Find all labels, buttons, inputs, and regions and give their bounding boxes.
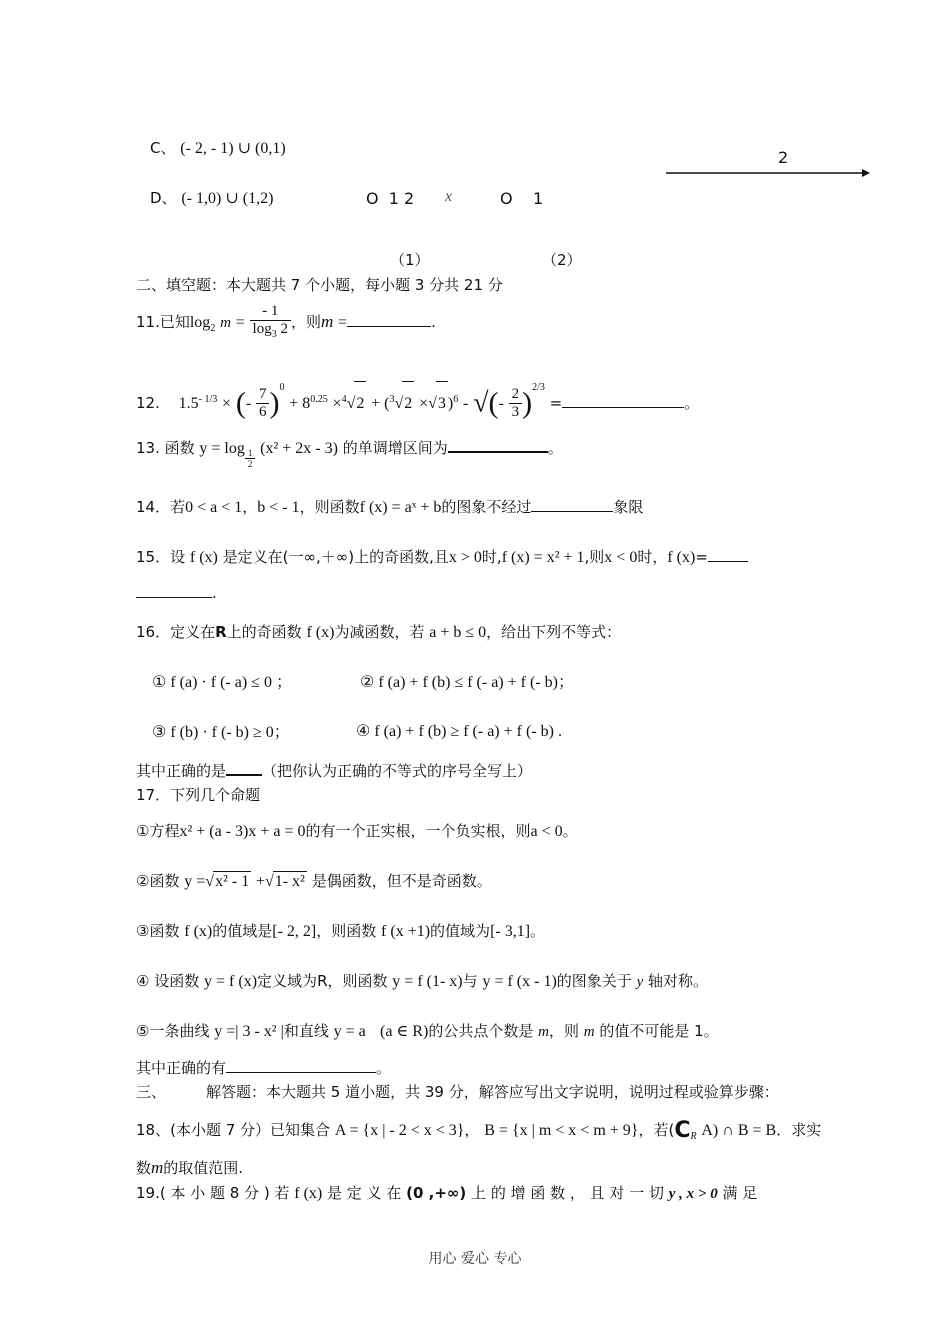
q15-text-4: 时，	[637, 548, 668, 566]
option-c	[150, 138, 286, 159]
q14-end: 象限	[613, 498, 644, 516]
q16-inequality-3	[152, 722, 290, 743]
q14-prefix: 14．若	[136, 498, 186, 516]
q17-p3-b: 的值域是	[212, 922, 273, 940]
q12-plus-8: + 8	[289, 395, 311, 412]
q16-answer-blank[interactable]	[226, 760, 262, 776]
q12-exp-025: 0.25	[310, 394, 328, 405]
q16-i2-expr: ② f (a) + f (b) ≤ f (- a) + f (- b)	[360, 674, 558, 691]
q18-complement-symbol: C	[674, 1118, 691, 1143]
q17-answer-blank[interactable]	[226, 1058, 376, 1073]
q17-p2-root-2: 1- x²	[274, 873, 305, 890]
q18-line2-b: 的取值范围.	[163, 1159, 244, 1177]
q15-continuation	[136, 583, 217, 603]
q17-p1-c: a < 0	[530, 823, 563, 840]
q17-p1-b: 的有一个正实根，一个负实根，则	[305, 822, 531, 840]
q14-cond-2: b < - 1	[257, 499, 300, 516]
q18-set-A: A = {x | - 2 < x < 3}	[334, 1122, 465, 1139]
q13-log-base-frac	[245, 448, 256, 469]
q17-p4-a: 设函数	[154, 972, 200, 990]
q12-prefix: 12.	[136, 394, 160, 412]
q12-frac2-num: 2	[509, 386, 523, 404]
q17-p5-cond: (a ∈ R)	[380, 1023, 429, 1040]
q17-p2-plus: +	[255, 873, 265, 890]
figure-1-caption: （1）	[390, 251, 430, 269]
question-19	[136, 1183, 757, 1204]
q17-p4-f2: y = f (1- x)	[392, 973, 463, 990]
q19-text-2: 上 的 增 函 数 ， 且 对 一 切	[471, 1184, 664, 1202]
q15-prefix: 15．设	[136, 548, 186, 566]
section-3-num: 三、	[136, 1083, 167, 1101]
q15-text-3: ,则	[584, 548, 605, 566]
q17-p1-num: ①	[136, 822, 150, 840]
q17-p3-f2: f (x +1)	[381, 923, 431, 940]
page-footer: 用心 爱心 专心	[428, 1251, 522, 1267]
q17-p4-f: y = f (x)	[204, 973, 258, 990]
q16-text-1: 上的奇函数	[226, 623, 302, 641]
q17-p4-num: ④	[136, 972, 150, 990]
q13-answer-blank[interactable]	[448, 437, 548, 453]
q19-text-3: 满 足	[722, 1184, 758, 1202]
q16-answer-prefix: 其中正确的是	[136, 762, 227, 780]
q13-expr: y = log	[199, 440, 245, 457]
q17-p2-b: 是偶函数，但不是奇函数。	[311, 872, 492, 890]
q16-i2-end: ；	[557, 672, 574, 691]
q16-inequality-2	[360, 672, 574, 693]
q19-prefix: 19.( 本 小 题 8 分 ) 若	[136, 1184, 290, 1202]
q12-root-index-3: 3	[389, 394, 395, 405]
q17-p3-d: 的值域为	[430, 922, 491, 940]
q13-end: 。	[547, 439, 563, 457]
q15-answer-blank-2[interactable]	[136, 583, 212, 598]
q17-p2-num: ②	[136, 872, 150, 890]
question-17-title: 17．下列几个命题	[136, 786, 261, 804]
q12-big-sqrt-symbol: √	[473, 387, 489, 419]
q17-answer-prefix: 其中正确的有	[136, 1059, 227, 1077]
q17-p3-range-2: [- 3,1]	[490, 923, 531, 940]
q18-end: ．求实	[776, 1121, 822, 1139]
q12-frac-2-3	[509, 386, 523, 421]
q17-p5-num: ⑤	[136, 1022, 150, 1040]
q12-times-3: ×	[419, 395, 429, 412]
q12-frac-num: 7	[256, 386, 270, 404]
q11-prefix: 11.已知	[136, 313, 190, 331]
q18-m: m	[151, 1158, 164, 1177]
graph1-x-label: x	[445, 188, 453, 205]
q17-p5-a: 一条曲线	[149, 1022, 210, 1040]
q17-p1-end: 。	[562, 822, 578, 840]
graph1-axis-labels: O 1 2	[366, 189, 415, 208]
q14-function: f (x) = aˣ + b	[359, 499, 442, 516]
q17-p3-c: ，则函数	[316, 922, 377, 940]
q17-answer-end: 。	[376, 1059, 392, 1077]
q16-condition: a + b ≤ 0	[429, 624, 487, 641]
q15-cond-1: x > 0	[448, 549, 482, 566]
question-16	[136, 622, 621, 643]
q11-frac-den-base: 3	[271, 328, 277, 340]
q16-text-2: 为减函数，若	[334, 623, 425, 641]
q12-right-paren: )	[269, 386, 280, 420]
section-2-title: 二、填空题：本大题共 7 个小题，每小题 3 分共 21 分	[136, 276, 503, 294]
q17-p5-m2: m	[583, 1024, 595, 1040]
q18-line2-a: 数	[136, 1159, 152, 1177]
q17-proposition-2	[136, 871, 492, 892]
q19-domain: (0 ,+∞)	[406, 1184, 467, 1202]
q12-equals: =	[549, 394, 563, 412]
q17-p4-end: 轴对称。	[648, 972, 709, 990]
q13-suffix: 的单调增区间为	[342, 439, 448, 457]
q17-p4-b: 定义域为	[257, 972, 318, 990]
q17-p2-sqrt-2: √	[265, 873, 274, 890]
option-c-label: C、	[150, 139, 176, 157]
q12-frac2-den: 3	[511, 404, 520, 420]
q11-frac-den-arg: 2	[280, 320, 288, 337]
q12-times-1: ×	[222, 395, 232, 412]
graph2-axis-labels: O 1	[500, 189, 544, 208]
question-15	[136, 547, 748, 568]
q19-vars: y , x > 0	[668, 1186, 718, 1202]
q13-prefix: 13. 函数	[136, 439, 195, 457]
q17-p1-expr: x² + (a - 3)x + a = 0	[179, 823, 306, 840]
q12-root3-arg: 2	[402, 381, 414, 426]
q16-prefix: 16．定义在	[136, 623, 216, 641]
q16-i1-end: ；	[275, 672, 292, 691]
q17-p4-e: 的图象关于	[556, 972, 632, 990]
q11-log: log	[189, 314, 211, 331]
graph-label-2: 2	[778, 148, 789, 167]
question-11	[136, 300, 436, 351]
q11-var-m: m	[220, 315, 231, 331]
q17-p5-expr: y =| 3 - x² |	[214, 1023, 284, 1040]
q18-complement-sub: R	[690, 1131, 697, 1142]
q12-close-paren: )	[447, 395, 454, 412]
q13-base-num: 1	[245, 448, 256, 459]
q11-answer-blank[interactable]	[347, 312, 431, 327]
q12-sqrt-symbol-2: √	[394, 395, 404, 412]
q12-answer-blank[interactable]	[562, 393, 684, 408]
q17-p2-sqrt-1: √	[205, 873, 215, 890]
q18-set-B: B = {x | m < x < m + 9}	[484, 1122, 639, 1139]
q11-end: .	[431, 313, 436, 331]
question-12	[136, 366, 699, 426]
q12-exp-2-3: 2/3	[532, 382, 545, 393]
q17-p4-y: y	[636, 974, 644, 990]
option-d-expr: (- 1,0) ∪ (1,2)	[181, 190, 274, 207]
q12-end: 。	[684, 394, 700, 412]
q11-equals: =	[235, 314, 245, 331]
q12-exp-neg-third: - 1/3	[198, 394, 218, 405]
q16-answer-line	[136, 760, 532, 781]
q16-text-3: ，给出下列不等式：	[486, 623, 622, 641]
q12-base-1-5: 1.5	[178, 395, 199, 412]
q14-suffix: 的图象不经过	[441, 498, 532, 516]
q17-proposition-3	[136, 921, 545, 942]
option-d-label: D、	[150, 189, 177, 207]
q18-line-2	[136, 1158, 243, 1178]
q12-frac-den: 6	[258, 404, 267, 420]
q16-answer-suffix: （把你认为正确的不等式的序号全写上）	[262, 762, 533, 780]
q17-p4-f3: y = f (x - 1)	[482, 973, 557, 990]
q18-prefix: 18、(本小题 7 分）已知集合	[136, 1121, 331, 1139]
q12-sqrt-symbol-1: √	[346, 395, 356, 412]
q16-i4-expr: ④ f (a) + f (b) ≥ f (- a) + f (- b)	[356, 723, 554, 740]
q18-mid: ，若(	[638, 1121, 675, 1139]
q12-exp-0: 0	[279, 382, 285, 393]
q12-minus-sign: -	[245, 395, 252, 412]
section-3-header	[136, 1082, 779, 1102]
q17-p5-c: 的公共点个数是	[428, 1022, 534, 1040]
q12-sqrt3-arg: 3	[436, 381, 448, 426]
q13-arg: (x² + 2x - 3)	[260, 440, 338, 457]
q12-root-index-4: 4	[341, 394, 347, 405]
option-c-expr: (- 2, - 1) ∪ (0,1)	[180, 140, 286, 157]
q15-f-def: f (x) = x² + 1	[501, 549, 585, 566]
q16-i4-end: .	[557, 723, 562, 740]
q15-cond-2: x < 0	[604, 549, 638, 566]
q16-i3-expr: ③ f (b) · f (- b) ≥ 0	[152, 724, 274, 741]
q17-p2-a: 函数	[149, 872, 180, 890]
q17-p3-f: f (x)	[184, 923, 213, 940]
q12-plus-paren: + (	[371, 395, 390, 412]
q17-p5-e: 的值不可能是 1。	[599, 1022, 719, 1040]
q11-m: m	[320, 312, 334, 331]
q18-condition: A) ∩ B = B	[701, 1122, 777, 1139]
q17-p2-y: y =	[184, 873, 206, 890]
q15-f: f (x)	[189, 549, 218, 566]
q17-p5-m: m	[538, 1024, 549, 1040]
q15-text-1: 是定义在(一∞,＋∞)上的奇函数,且	[222, 548, 449, 566]
q16-f: f (x)	[306, 624, 335, 641]
q14-cond-1: 0 < a < 1	[185, 499, 243, 516]
q15-f-result: f (x)	[667, 549, 696, 566]
q14-mid: ，则函数	[299, 498, 360, 516]
q12-right-paren-2: )	[522, 386, 533, 420]
q12-left-paren: (	[235, 386, 246, 420]
q12-times-2: ×	[332, 395, 342, 412]
q12-exp-6: 6	[453, 394, 459, 405]
question-13	[136, 437, 563, 469]
q17-p3-end: 。	[530, 922, 546, 940]
q15-text-2: 时,	[481, 548, 502, 566]
q17-p4-c: ，则函数	[327, 972, 388, 990]
q13-base-den: 2	[247, 459, 253, 469]
q16-inequality-1	[152, 672, 292, 693]
q18-comma: ，	[464, 1121, 480, 1139]
q12-frac-7-6	[256, 386, 270, 421]
q17-p4-d: 与	[462, 972, 478, 990]
q19-text-1: 是 定 义 在	[327, 1184, 402, 1202]
question-14	[136, 497, 643, 518]
q17-p5-b: 和直线	[283, 1022, 329, 1040]
q12-root4-arg: 2	[354, 381, 366, 426]
q16-i1-expr: ① f (a) · f (- a) ≤ 0	[152, 674, 272, 691]
q17-proposition-4	[136, 971, 708, 992]
q17-p3-num: ③	[136, 922, 150, 940]
q17-answer-line	[136, 1058, 391, 1078]
q16-R: R	[215, 623, 227, 641]
q12-sqrt-symbol-3: √	[428, 395, 437, 412]
q11-equals-2: =	[338, 314, 348, 331]
question-18	[136, 1120, 821, 1147]
q17-p3-a: 函数	[149, 922, 180, 940]
q17-proposition-5	[136, 1021, 719, 1042]
q14-answer-blank[interactable]	[531, 497, 613, 512]
option-d	[150, 188, 273, 209]
q17-p4-R: R	[317, 972, 328, 990]
q11-frac-den-log: log	[252, 320, 272, 337]
q17-p3-range: [- 2, 2]	[272, 923, 317, 940]
q12-minus-sign-2: -	[498, 395, 504, 412]
q14-comma: ，	[242, 498, 258, 516]
q15-answer-blank-1[interactable]	[708, 547, 748, 562]
q15-equals: =	[695, 548, 708, 566]
q16-i3-end: ；	[273, 722, 290, 741]
q17-p5-line: y = a	[333, 1023, 366, 1040]
q15-end: .	[212, 584, 217, 602]
x-axis-arrow	[666, 166, 870, 180]
q17-p2-root-1: x² - 1	[215, 873, 250, 890]
q11-fraction	[250, 303, 291, 343]
q11-frac-num: - 1	[250, 303, 291, 321]
q17-proposition-1	[136, 821, 578, 842]
q17-p5-d: ，则	[548, 1022, 579, 1040]
q16-inequality-4	[356, 722, 562, 742]
q19-f: f (x)	[294, 1185, 323, 1202]
q12-minus: -	[462, 395, 469, 412]
section-3-title: 解答题：本大题共 5 道小题，共 39 分，解答应写出文字说明，说明过程或验算步骤：	[206, 1083, 779, 1101]
q17-p1-a: 方程	[149, 822, 180, 840]
q12-left-paren-2: (	[488, 386, 499, 420]
q11-mid: ，则	[290, 313, 321, 331]
figure-2-caption: （2）	[542, 251, 582, 269]
q11-log-base: 2	[210, 323, 216, 334]
